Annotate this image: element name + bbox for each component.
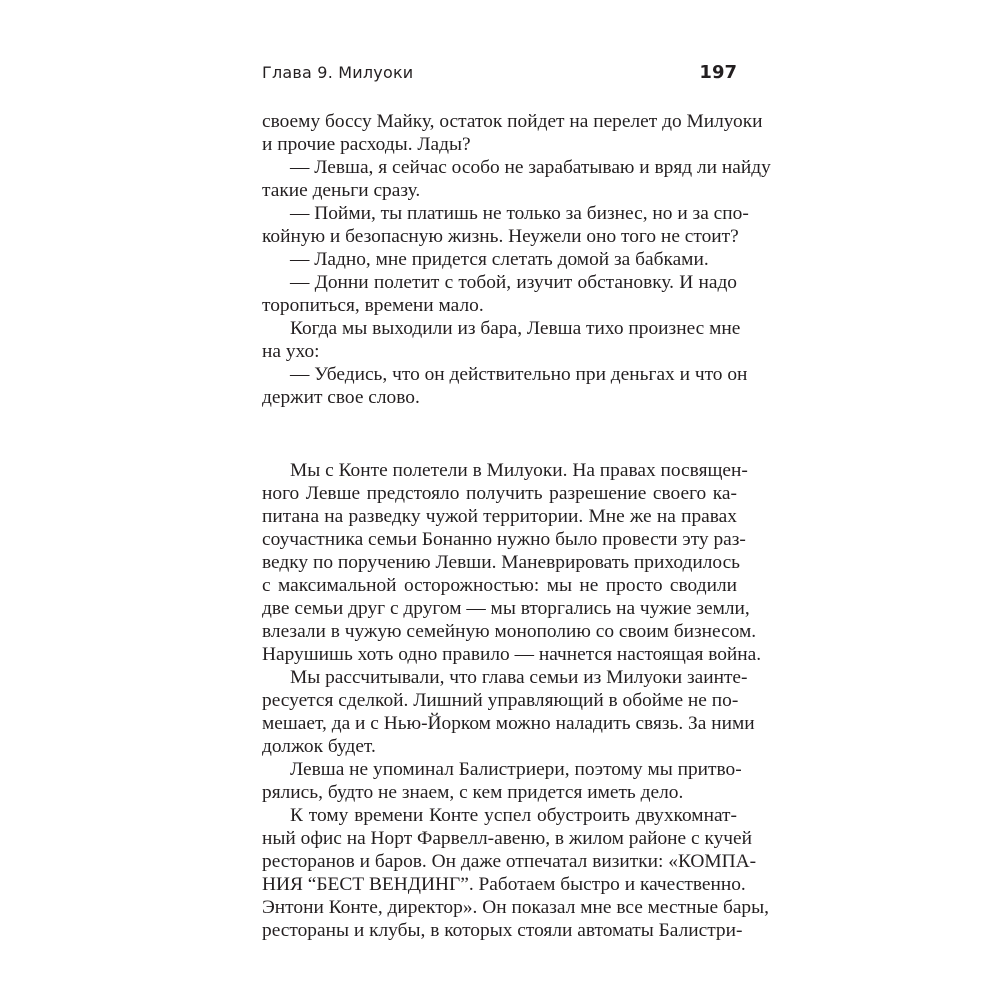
text-line: рялись, будто не знаем, с кем придется иметь дело. (262, 782, 684, 803)
text-line: Когда мы выходили из бара, Левша тихо произнес мне (290, 318, 741, 339)
text-line: ресуется сделкой. Лишний управляющий в обойме не по- (262, 690, 739, 711)
text-line: Энтони Конте, директор». Он показал мне все местные бары, (262, 897, 769, 918)
text-line: влезали в чужую семейную монополию со своим бизнесом. (262, 621, 757, 642)
text-line: Мы с Конте полетели в Милуоки. На правах посвящен- (290, 460, 748, 481)
text-line: ного Левше предстояло получить разрешение своего ка- (262, 483, 737, 504)
text-line: питана на разведку чужой территории. Мне же на правах (262, 506, 737, 527)
chapter-title: Глава 9. Милуоки (262, 63, 414, 82)
text-line: Левша не упоминал Балистриери, поэтому мы притво- (290, 759, 742, 780)
text-line: рестораны и клубы, в которых стояли автоматы Балистри- (262, 920, 743, 941)
text-line: ный офис на Норт Фарвелл-авеню, в жилом районе с кучей (262, 828, 753, 849)
text-line: Мы рассчитывали, что глава семьи из Милуоки заинте- (290, 667, 748, 688)
text-line: Нарушишь хоть одно правило — начнется настоящая война. (262, 644, 762, 665)
text-line: и прочие расходы. Лады? (262, 134, 471, 155)
text-line: торопиться, времени мало. (262, 295, 484, 316)
text-block-dialogue (262, 110, 771, 409)
page-number: 197 (699, 62, 737, 83)
text-line: с максимальной осторожностью: мы не просто сводили (262, 575, 737, 596)
text-line: — Убедись, что он действительно при деньгах и что он (290, 364, 748, 385)
text-line: такие деньги сразу. (262, 180, 421, 201)
text-line: — Левша, я сейчас особо не зарабатываю и вряд ли найду (290, 157, 771, 178)
text-line: — Донни полетит с тобой, изучит обстановку. И надо (290, 272, 737, 293)
text-line: соучастника семьи Бонанно нужно было провести эту раз- (262, 529, 746, 550)
text-line: К тому времени Конте успел обустроить двухкомнат- (290, 805, 737, 826)
text-line: на ухо: (262, 341, 320, 362)
text-line: ведку по поручению Левши. Маневрировать приходилось (262, 552, 741, 573)
text-line: НИЯ “БЕСТ ВЕНДИНГ”. Работаем быстро и качественно. (262, 874, 746, 895)
text-line: должок будет. (262, 736, 376, 757)
text-line: мешает, да и с Нью-Йорком можно наладить связь. За ними (262, 713, 755, 734)
text-line: койную и безопасную жизнь. Неужели оно того не стоит? (262, 226, 739, 247)
text-line: ресторанов и баров. Он даже отпечатал визитки: «КОМПА- (262, 851, 757, 872)
text-block-narrative (262, 459, 769, 942)
text-line: — Ладно, мне придется слетать домой за бабками. (290, 249, 709, 270)
text-line: своему боссу Майку, остаток пойдет на перелет до Милуоки (262, 111, 763, 132)
text-line: две семьи друг с другом — мы вторгались на чужие земли, (262, 598, 750, 619)
text-line: держит свое слово. (262, 387, 420, 408)
running-head (262, 62, 737, 86)
text-line: — Пойми, ты платишь не только за бизнес, но и за спо- (290, 203, 749, 224)
